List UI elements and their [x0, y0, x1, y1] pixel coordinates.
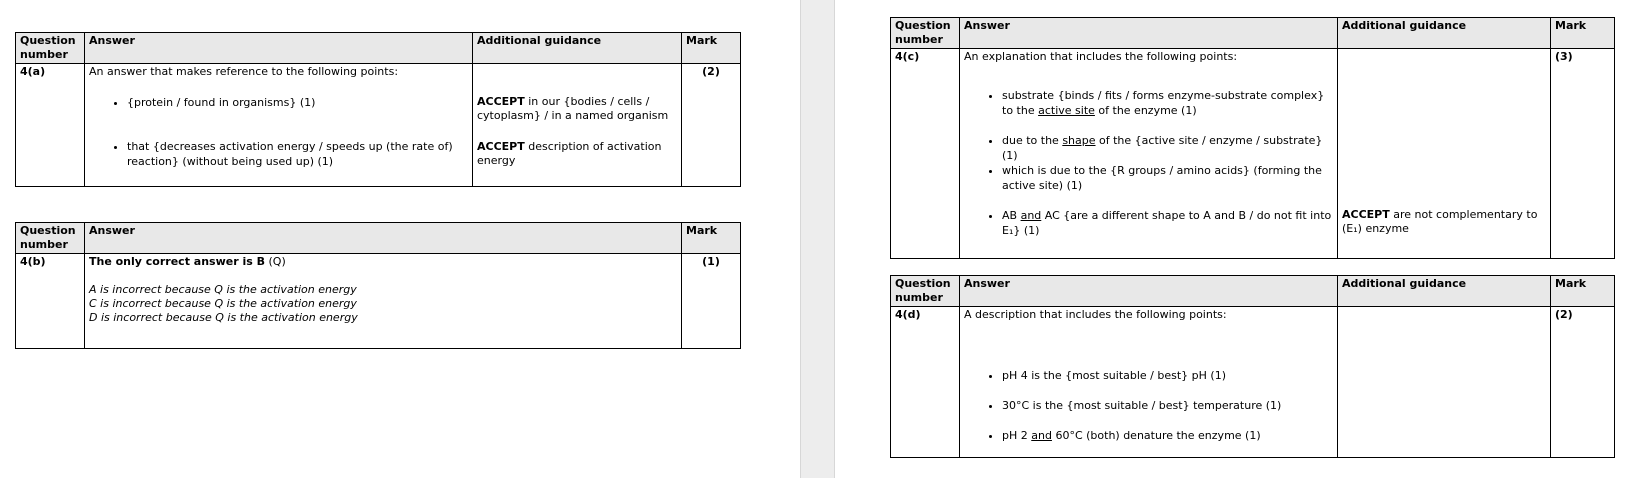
header-additional-guidance: Additional guidance [473, 33, 682, 64]
document-page-right [835, 0, 1644, 478]
header-answer: Answer [960, 276, 1338, 307]
guidance-text: are not complementary to (E₁) enzyme [1342, 208, 1538, 235]
page-gap [800, 0, 835, 478]
question-number: 4(a) [16, 64, 85, 187]
mark-scheme-table-4d [890, 275, 1615, 458]
header-mark: Mark [682, 223, 741, 254]
header-answer: Answer [85, 33, 473, 64]
key-term: active site [1038, 104, 1095, 117]
mark-scheme-table-4c [890, 17, 1615, 259]
header-mark: Mark [1551, 18, 1615, 49]
header-additional-guidance: Additional guidance [1338, 18, 1551, 49]
distractor-reason: C is incorrect because Q is the activation energy [89, 297, 357, 310]
mark-value: (2) [682, 64, 741, 187]
answer-intro: A description that includes the following points: [964, 308, 1227, 321]
guidance-cell [1338, 307, 1551, 458]
header-question-number: Question number [891, 18, 960, 49]
key-term: and [1031, 429, 1052, 442]
marking-point: • that {decreases activation energy / speeds up (the rate of) reaction} (without being used up) (1) [127, 139, 468, 169]
question-number: 4(d) [891, 307, 960, 458]
answer-intro: An answer that makes reference to the following points: [89, 65, 399, 78]
header-answer: Answer [85, 223, 682, 254]
distractor-reason: D is incorrect because Q is the activation energy [89, 311, 358, 324]
guidance-cell [473, 64, 682, 187]
header-question-number: Question number [891, 276, 960, 307]
guidance-note [477, 95, 677, 140]
answer-cell [960, 307, 1338, 458]
marking-point: • 30°C is the {most suitable / best} temperature (1) [1002, 398, 1333, 428]
accept-label: ACCEPT [477, 95, 525, 108]
marking-point: • pH 2 and 60°C (both) denature the enzyme (1) [1002, 428, 1333, 443]
key-term: shape [1062, 134, 1096, 147]
correct-answer [89, 255, 677, 269]
header-mark: Mark [682, 33, 741, 64]
mark-scheme-table-4b [15, 222, 741, 349]
answer-cell [960, 49, 1338, 259]
mark-scheme-table-4a [15, 32, 741, 187]
header-question-number: Question number [16, 223, 85, 254]
header-answer: Answer [960, 18, 1338, 49]
marking-point: • which is due to the {R groups / amino acids} (forming the active site) (1) [1002, 163, 1333, 208]
answer-intro: An explanation that includes the following points: [964, 50, 1238, 63]
guidance-text: description of activation energy [477, 140, 662, 167]
answer-cell [85, 254, 682, 349]
question-number: 4(c) [891, 49, 960, 259]
mark-value: (3) [1551, 49, 1615, 259]
marking-point: • due to the shape of the {active site / enzyme / substrate} (1) [1002, 133, 1333, 163]
correct-answer-letter: (Q) [265, 255, 286, 268]
table-row [891, 307, 1615, 458]
table-header-row [16, 33, 741, 64]
mark-value: (1) [682, 254, 741, 349]
accept-label: ACCEPT [477, 140, 525, 153]
document-page-left [0, 0, 800, 478]
guidance-cell [1338, 49, 1551, 259]
correct-answer-statement: The only correct answer is B [89, 255, 265, 268]
answer-cell [85, 64, 473, 187]
guidance-note [1342, 208, 1546, 236]
header-mark: Mark [1551, 276, 1615, 307]
guidance-note [477, 140, 677, 168]
guidance-text: in our {bodies / cells / cytoplasm} / in a named organism [477, 95, 669, 122]
question-number: 4(b) [16, 254, 85, 349]
table-row [16, 64, 741, 187]
marking-point: • pH 4 is the {most suitable / best} pH (1) [1002, 368, 1333, 398]
header-question-number: Question number [16, 33, 85, 64]
table-header-row [891, 18, 1615, 49]
table-row [891, 49, 1615, 259]
marking-point: • AB and AC {are a different shape to A and B / do not fit into E₁} (1) [1002, 208, 1333, 238]
table-header-row [16, 223, 741, 254]
distractor-reason: A is incorrect because Q is the activation energy [89, 283, 357, 296]
marking-point: • {protein / found in organisms} (1) [127, 95, 468, 139]
mark-value: (2) [1551, 307, 1615, 458]
table-row [16, 254, 741, 349]
accept-label: ACCEPT [1342, 208, 1390, 221]
marking-point: • substrate {binds / fits / forms enzyme-substrate complex} to the active site of the enzyme (1) [1002, 88, 1333, 133]
key-term: and [1020, 209, 1042, 222]
header-additional-guidance: Additional guidance [1338, 276, 1551, 307]
table-header-row [891, 276, 1615, 307]
